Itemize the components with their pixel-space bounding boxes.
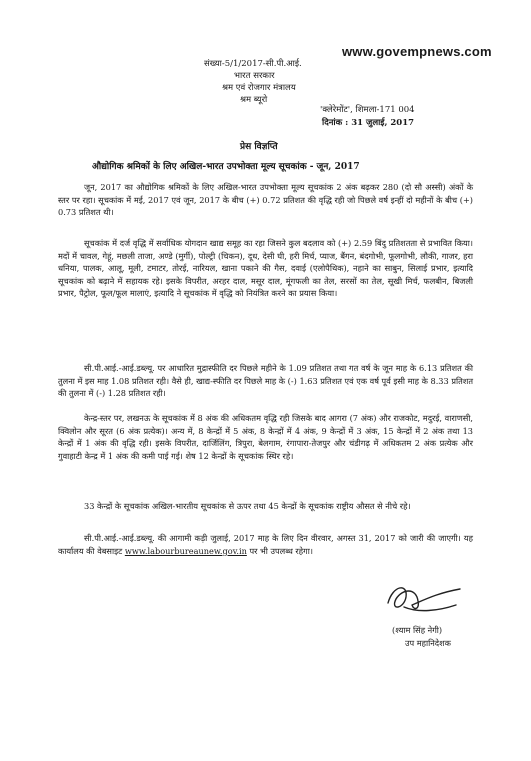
gov-line-1: भारत सरकार [234, 71, 275, 81]
paragraph-6-text-end: पर भी उपलब्ध रहेगा। [246, 545, 313, 556]
gov-line-3: श्रम ब्यूरो [240, 95, 268, 105]
paragraph-4: केन्द्र-स्तर पर, लखनऊ के सूचकांक में 8 अंक की अधिकतम वृद्धि रही जिसके बाद आगरा (7 अंक) और राजकोट, मदुरई, वाराणसी, क्विलोन और सूरत (6 अंक प्रत्येक)। अन्य में, 8 केन्द्रों में 5 अंक, 8 केन्द्रों में 4 अंक, 9 केन्द्रों में 3 अंक, 15 केन्द्रों में 2 अंक तथा 13 केन्द्रों में 1 अंक की वृद्धि रही। इसके विपरीत, दार्जिलिंग, त्रिपुरा, बेलगाम, रंगापारा-तेजपुर और चंडीगढ़ में अधिकतम 2 अंक प्रत्येक और गुवाहाटी केन्द्र में 1 अंक की कमी पाई गई। शेष 12 केन्द्रों के सूचकांक स्थिर रहे। [58, 413, 473, 461]
labour-bureau-link[interactable]: www.labourbureaunew.gov.in [124, 545, 247, 556]
watermark-site: www.govempnews.com [342, 44, 492, 59]
paragraph-5: 33 केन्द्रों के सूचकांक अखिल-भारतीय सूचकांक से ऊपर तथा 45 केन्द्रों के सूचकांक राष्ट्रीय औसत से नीचे रहे। [84, 501, 411, 511]
signatory-designation: उप महानिदेशक [405, 638, 451, 648]
address: 'क्लेरेमोंट', शिमला-171 004 [320, 105, 415, 115]
signature-image [368, 575, 478, 629]
signatory-name: (श्याम सिंह नेगी) [392, 625, 443, 635]
gov-line-2: श्रम एवं रोजगार मंत्रालय [222, 83, 296, 93]
paragraph-2: सूचकांक में दर्ज वृद्धि में सर्वाधिक योगदान खाद्य समूह का रहा जिसने कुल बदलाव को (+) 2.59 बिंदु प्रतिशतता से प्रभावित किया। मदों में चावल, गेहूं, मछली ताजा, अण्डे (मुर्गी), पोल्ट्री (चिकन), दूध, देसी घी, हरी मिर्च, प्याज, बैंगन, बंदगोभी, फूलगोभी, लौकी, गाजर, हरा धनिया, पालक, आलू, मूली, टमाटर, तोरई, नारियल, खाना पकाने की गैस, दवाई (एलोपैथिक), नहाने का साबुन, सिलाई प्रभार, इत्यादि सूचकांक को बढ़ाने में सहायक रहे। इसके विपरीत, अरहर दाल, मसूर दाल, मूंगफली का तेल, सरसों का तेल, सूखी मिर्च, फलबीन, बिजली प्रभार, पैट्रोल, फूल/फूल मालाएं, इत्यादि ने सूचकांक में वृद्धि को नियंत्रित करने का प्रयास किया। [58, 238, 473, 299]
paragraph-3: सी.पी.आई.-आई.डब्ल्यू. पर आधारित मुद्रास्फीति दर पिछले महीने के 1.09 प्रतिशत तथा गत वर्ष के जून माह के 6.13 प्रतिशत की तुलना में इस माह 1.08 प्रतिशत रही। वैसे ही, खाद्य-स्फीति दर पिछले माह के (-) 1.63 प्रतिशत एवं एक वर्ष पूर्व इसी माह के 8.33 प्रतिशत की तुलना में (-) 1.28 प्रतिशत रही। [58, 363, 473, 399]
press-release-title: प्रेस विज्ञप्ति [240, 142, 278, 152]
ref-number: संख्या-5/1/2017-सी.पी.आई. [204, 59, 302, 69]
paragraph-1: जून, 2017 का औद्योगिक श्रमिकों के लिए अखिल-भारत उपभोक्ता मूल्य सूचकांक 2 अंक बढ़कर 280 (दो सौ अस्सी) अंकों के स्तर पर रहा। सूचकांक में मई, 2017 एवं जून, 2017 के बीच (+) 0.72 प्रतिशत की वृद्धि रही जो पिछले वर्ष इन्हीं दो महीनों के बीच (+) 0.73 प्रतिशत थी। [58, 182, 473, 218]
paragraph-6-text-start: सी.पी.आई.-आई.डब्ल्यू. की आगामी कड़ी जुलाई, 2017 माह के लिए दिन वीरवार, अगस्त 31, 2017 को जारी की जाएगी। यह कार्यालय की वेबसाइट [58, 533, 473, 556]
date: दिनांक : 31 जुलाई, 2017 [322, 118, 415, 128]
subject-line: औद्योगिक श्रमिकों के लिए अखिल-भारत उपभोक्ता मूल्य सूचकांक - जून, 2017 [92, 162, 360, 172]
paragraph-6 [58, 532, 473, 557]
